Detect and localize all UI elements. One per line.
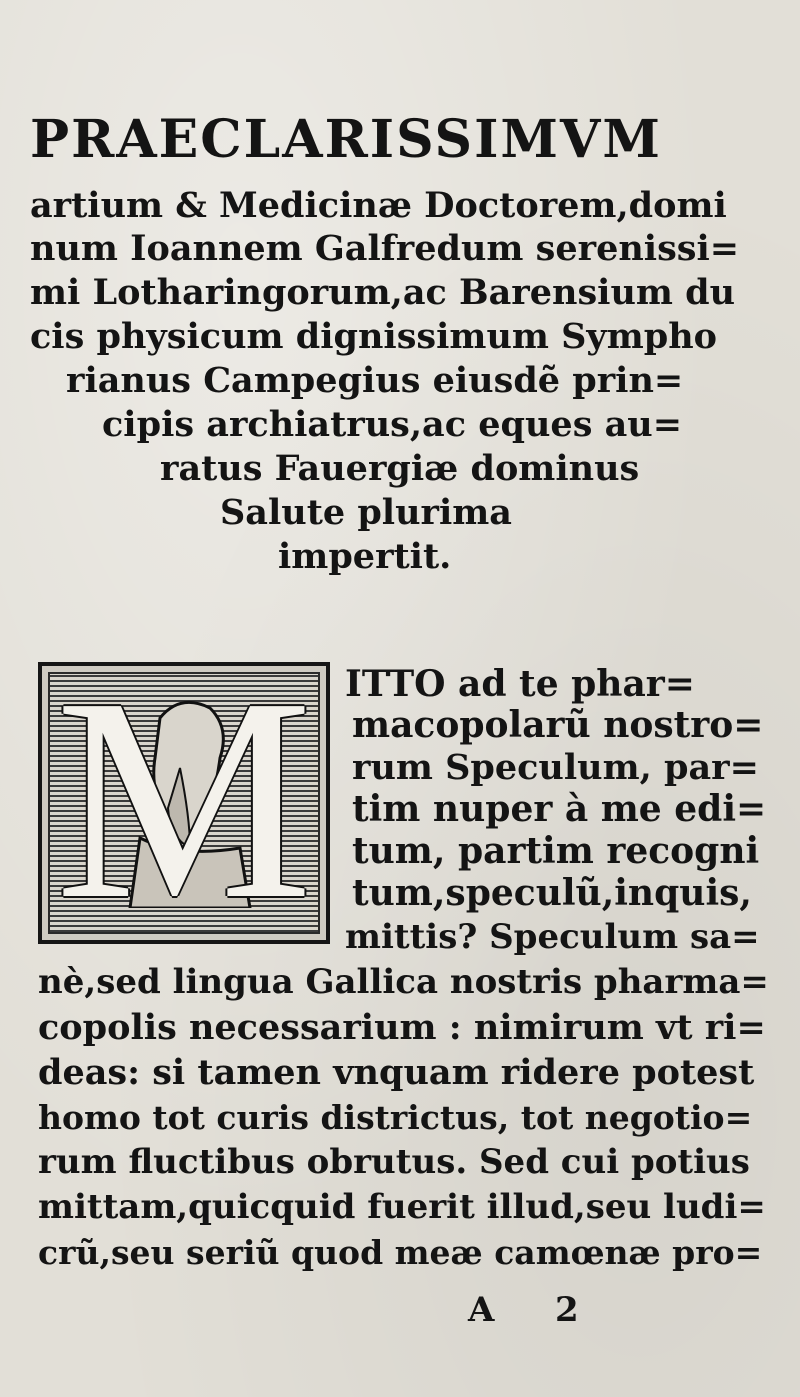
body-line: tim nuper à me edi= xyxy=(352,788,767,830)
address-line: mi Lotharingorum,ac Barensium du xyxy=(30,272,736,313)
page-heading: PRAECLARISSIMVM xyxy=(30,109,662,170)
body-line: crũ,seu seriũ quod meæ camœnæ pro= xyxy=(38,1233,763,1272)
address-line: ratus Fauergiæ dominus xyxy=(160,448,640,489)
body-line: macopolarũ nostro= xyxy=(352,704,764,746)
body-line: deas: si tamen vnquam ridere potest xyxy=(38,1052,755,1093)
body-line: rum fluctibus obrutus. Sed cui potius xyxy=(38,1142,750,1182)
initial-letter: M xyxy=(55,662,313,944)
body-line: tum, partim recogni xyxy=(352,830,760,872)
address-line: num Ioannem Galfredum serenissi= xyxy=(30,228,740,269)
address-line: cis physicum dignissimum Sympho xyxy=(30,316,718,357)
body-line: nè,sed lingua Gallica nostris pharma= xyxy=(38,962,769,1002)
address-line: rianus Campegius eiusdẽ prin= xyxy=(66,360,684,401)
body-line: rum Speculum, par= xyxy=(352,747,759,788)
signature-number: 2 xyxy=(555,1290,579,1330)
address-line: cipis archiatrus,ac eques au= xyxy=(102,404,683,445)
body-line: homo tot curis districtus, tot negotio= xyxy=(38,1098,753,1137)
decorated-initial xyxy=(38,662,330,944)
body-line: ITTO ad te phar= xyxy=(345,663,695,705)
body-line: mittam,quicquid fuerit illud,seu ludi= xyxy=(38,1187,766,1227)
address-line: impertit. xyxy=(278,536,452,577)
body-line: tum,speculũ,inquis, xyxy=(352,872,752,914)
address-line: artium & Medicinæ Doctorem,domi xyxy=(30,185,727,226)
signature-letter: A xyxy=(468,1290,495,1330)
body-line: mittis? Speculum sa= xyxy=(345,917,760,957)
address-line: Salute plurima xyxy=(220,492,512,533)
body-line: copolis necessarium : nimirum vt ri= xyxy=(38,1007,766,1048)
